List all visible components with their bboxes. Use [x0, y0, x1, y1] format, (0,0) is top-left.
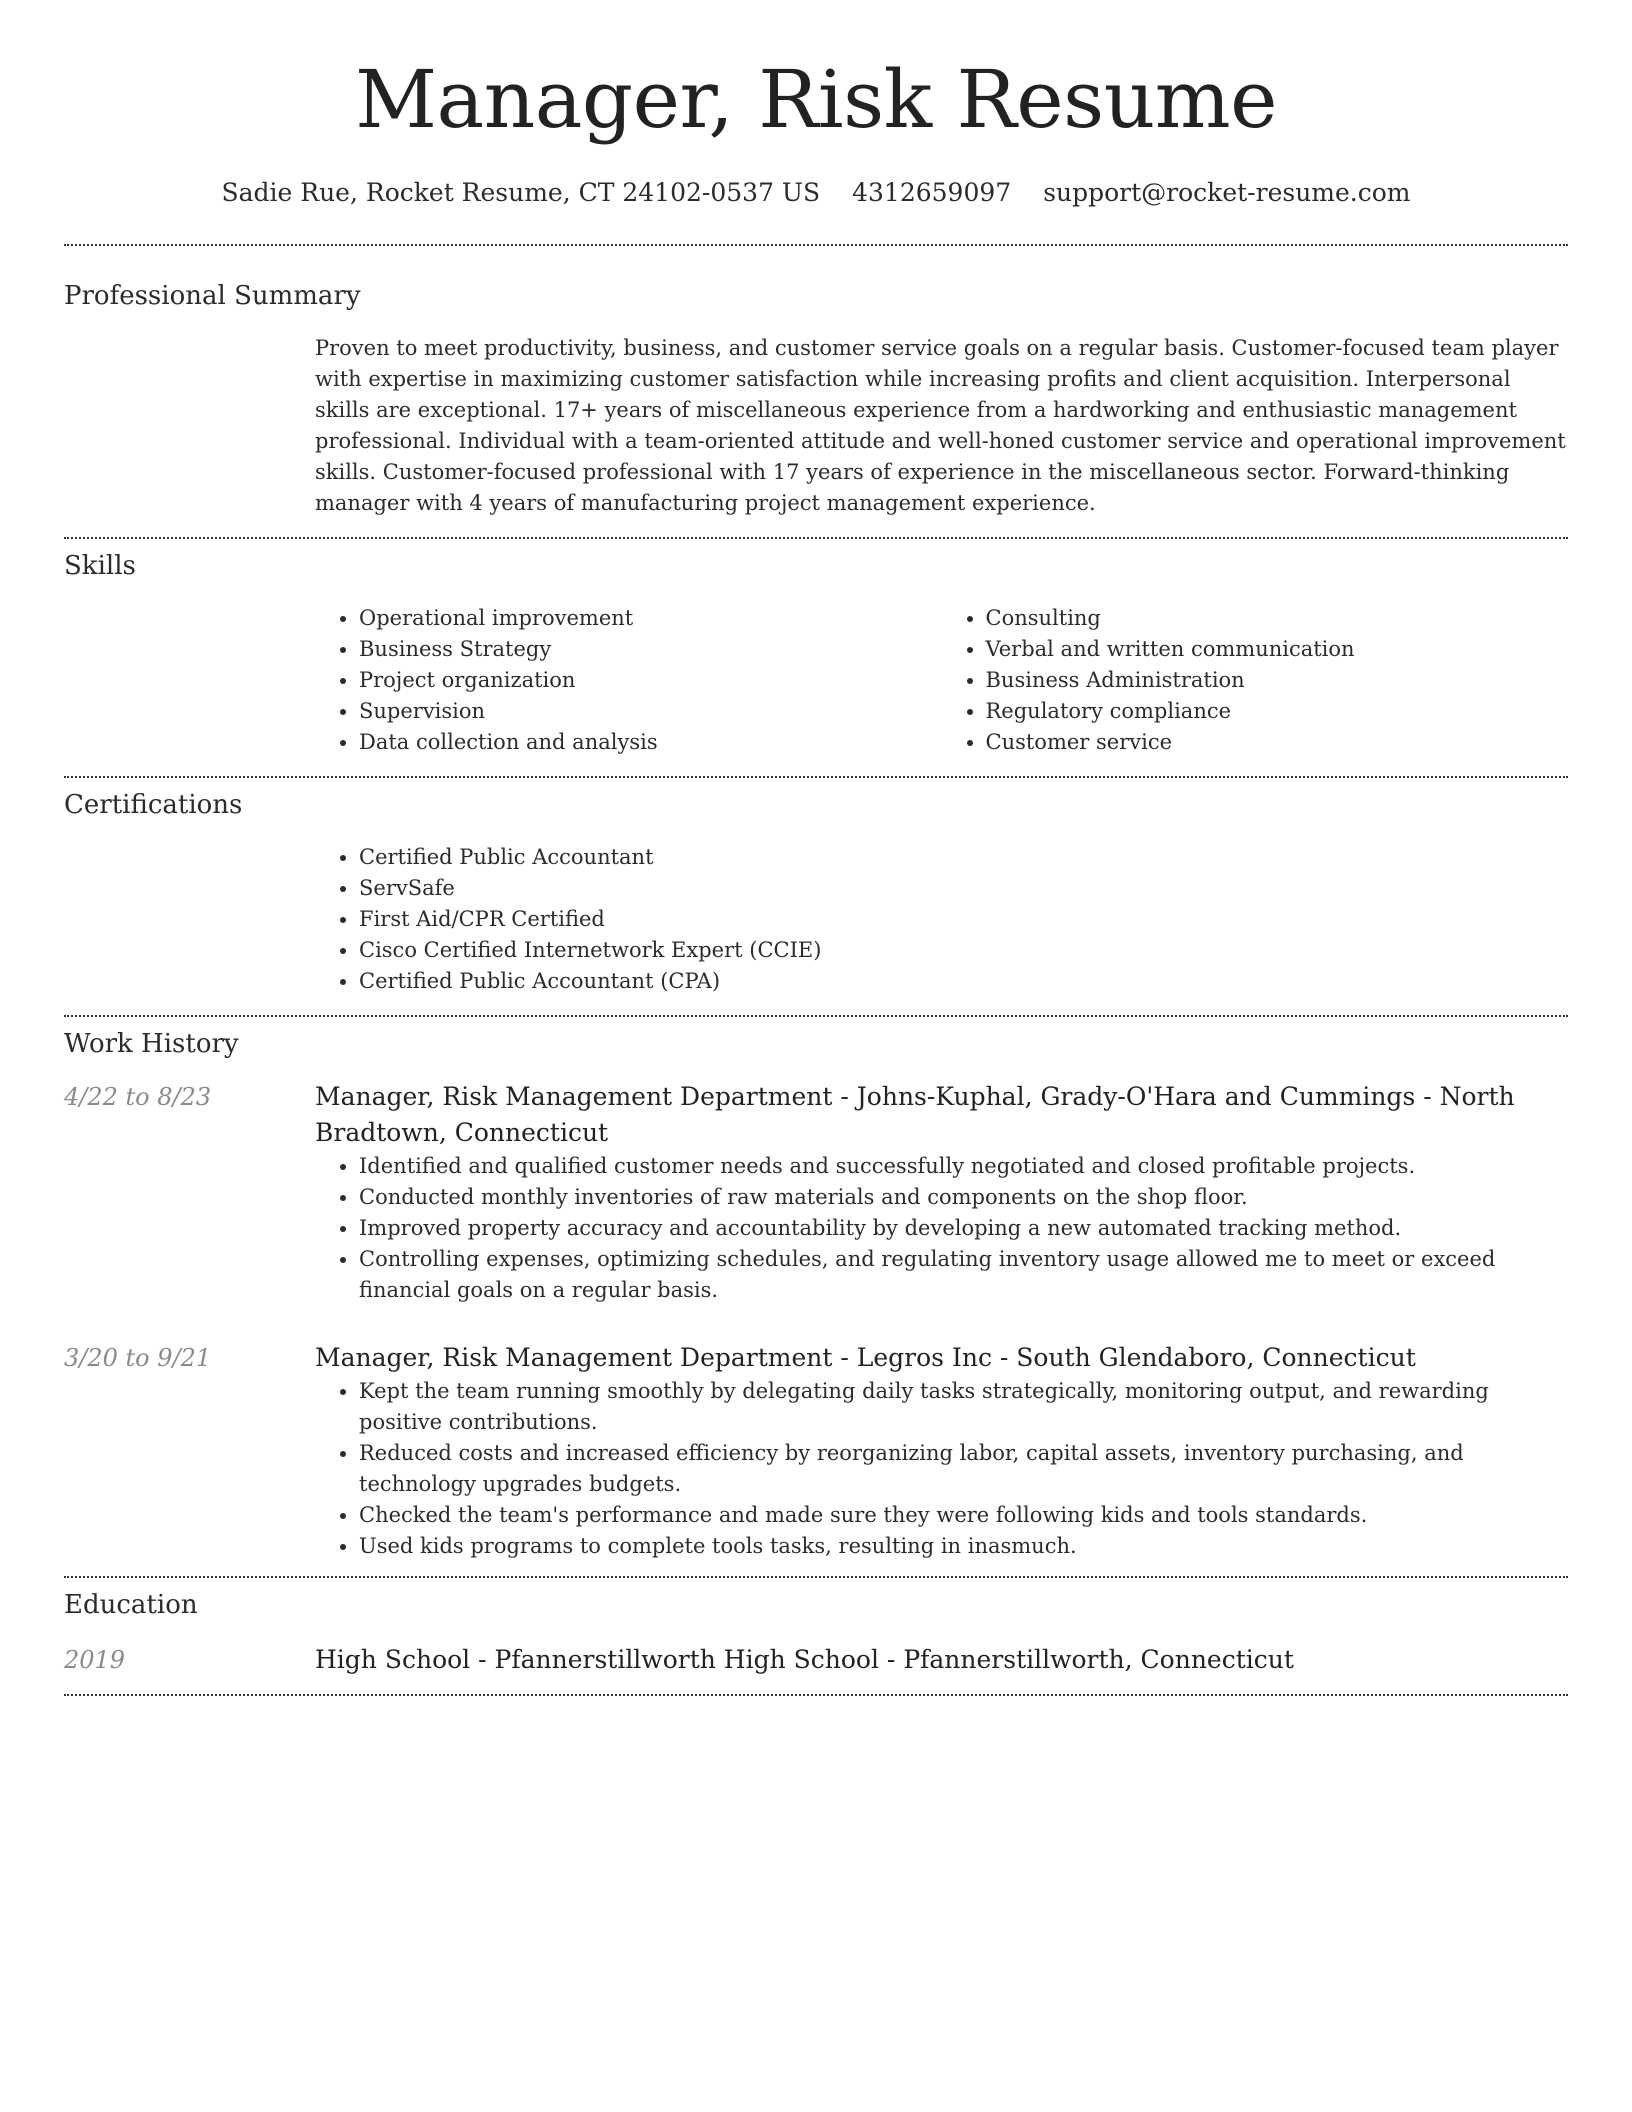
list-item: • First Aid/CPR Certified [359, 904, 1568, 935]
job-details [315, 1340, 1568, 1562]
education-details [315, 1642, 1568, 1678]
skills-columns [315, 603, 1568, 758]
list-item: • Conducted monthly inventories of raw materials and components on the shop floor. [359, 1182, 1568, 1213]
education-entry [64, 1642, 1568, 1678]
contact-line [64, 176, 1568, 210]
job-title: Manager, Risk Management Department - Johns-Kuphal, Grady-O'Hara and Cummings - North Bradtown, Connecticut [315, 1082, 1515, 1147]
section-heading-certifications: Certifications [64, 790, 243, 820]
skills-list-left [315, 603, 942, 758]
list-item: • Consulting [986, 603, 1569, 634]
certifications-section [64, 778, 1568, 1015]
list-item: • Verbal and written communication [986, 634, 1569, 665]
list-item: • Supervision [359, 696, 942, 727]
contact-address: Sadie Rue, Rocket Resume, CT 24102-0537 US [221, 178, 821, 207]
section-heading-skills: Skills [64, 551, 136, 581]
work-history-section [64, 1017, 1568, 1576]
list-item: • Certified Public Accountant (CPA) [359, 966, 1568, 997]
skills-section [64, 539, 1568, 776]
divider [64, 1694, 1568, 1696]
certifications-body [315, 842, 1568, 997]
list-item: • Project organization [359, 665, 942, 696]
list-item: • Regulatory compliance [986, 696, 1569, 727]
section-heading-education: Education [64, 1590, 198, 1620]
list-item: • Customer service [986, 727, 1569, 758]
job-details [315, 1079, 1568, 1306]
education-section [64, 1578, 1568, 1694]
job-bullets [315, 1376, 1568, 1562]
list-item: • Cisco Certified Internetwork Expert (CCIE) [359, 935, 1568, 966]
job-dates: 3/20 to 9/21 [64, 1344, 212, 1372]
list-item: • Business Administration [986, 665, 1569, 696]
list-item: • Checked the team's performance and made sure they were following kids and tools standards. [359, 1500, 1568, 1531]
summary-section [64, 246, 1568, 537]
section-heading-summary: Professional Summary [64, 281, 361, 311]
contact-email: support@rocket-resume.com [1043, 178, 1411, 207]
skills-list-right [942, 603, 1569, 758]
education-title: High School - Pfannerstillworth High School - Pfannerstillworth, Connecticut [315, 1645, 1294, 1674]
job-entry [64, 1079, 1568, 1306]
summary-text: Proven to meet productivity, business, and customer service goals on a regular basis. Customer-focused team player with expertise in maximizing customer satisfaction while increasing profits and client acquisition. Interpersonal skills are exceptional. 17+ years of miscellaneous experience from a hardworking and enthusiastic management professional. Individual with a team-oriented attitude and well-honed customer service and operational improvement skills. Customer-focused professional with 17 years of experience in the miscellaneous sector. Forward-thinking manager with 4 years of manufacturing project management experience. [315, 336, 1566, 515]
list-item: • Data collection and analysis [359, 727, 942, 758]
list-item: • ServSafe [359, 873, 1568, 904]
job-bullets [315, 1151, 1568, 1306]
summary-body [315, 333, 1568, 519]
list-item: • Business Strategy [359, 634, 942, 665]
education-year: 2019 [64, 1646, 126, 1674]
list-item: • Improved property accuracy and accountability by developing a new automated tracking method. [359, 1213, 1568, 1244]
list-item: • Operational improvement [359, 603, 942, 634]
list-item: • Kept the team running smoothly by delegating daily tasks strategically, monitoring output, and rewarding positive contributions. [359, 1376, 1568, 1438]
list-item: • Controlling expenses, optimizing schedules, and regulating inventory usage allowed me to meet or exceed financial goals on a regular basis. [359, 1244, 1568, 1306]
list-item: • Certified Public Accountant [359, 842, 1568, 873]
job-entry [64, 1340, 1568, 1562]
section-heading-work-history: Work History [64, 1029, 239, 1059]
job-title: Manager, Risk Management Department - Legros Inc - South Glendaboro, Connecticut [315, 1343, 1416, 1372]
resume-title: Manager, Risk Resume [355, 53, 1277, 146]
list-item: • Used kids programs to complete tools tasks, resulting in inasmuch. [359, 1531, 1568, 1562]
job-dates: 4/22 to 8/23 [64, 1083, 212, 1111]
list-item: • Reduced costs and increased efficiency by reorganizing labor, capital assets, inventory purchasing, and technology upgrades budgets. [359, 1438, 1568, 1500]
list-item: • Identified and qualified customer needs and successfully negotiated and closed profitable projects. [359, 1151, 1568, 1182]
certifications-list [315, 842, 1568, 997]
contact-phone: 4312659097 [852, 178, 1012, 207]
